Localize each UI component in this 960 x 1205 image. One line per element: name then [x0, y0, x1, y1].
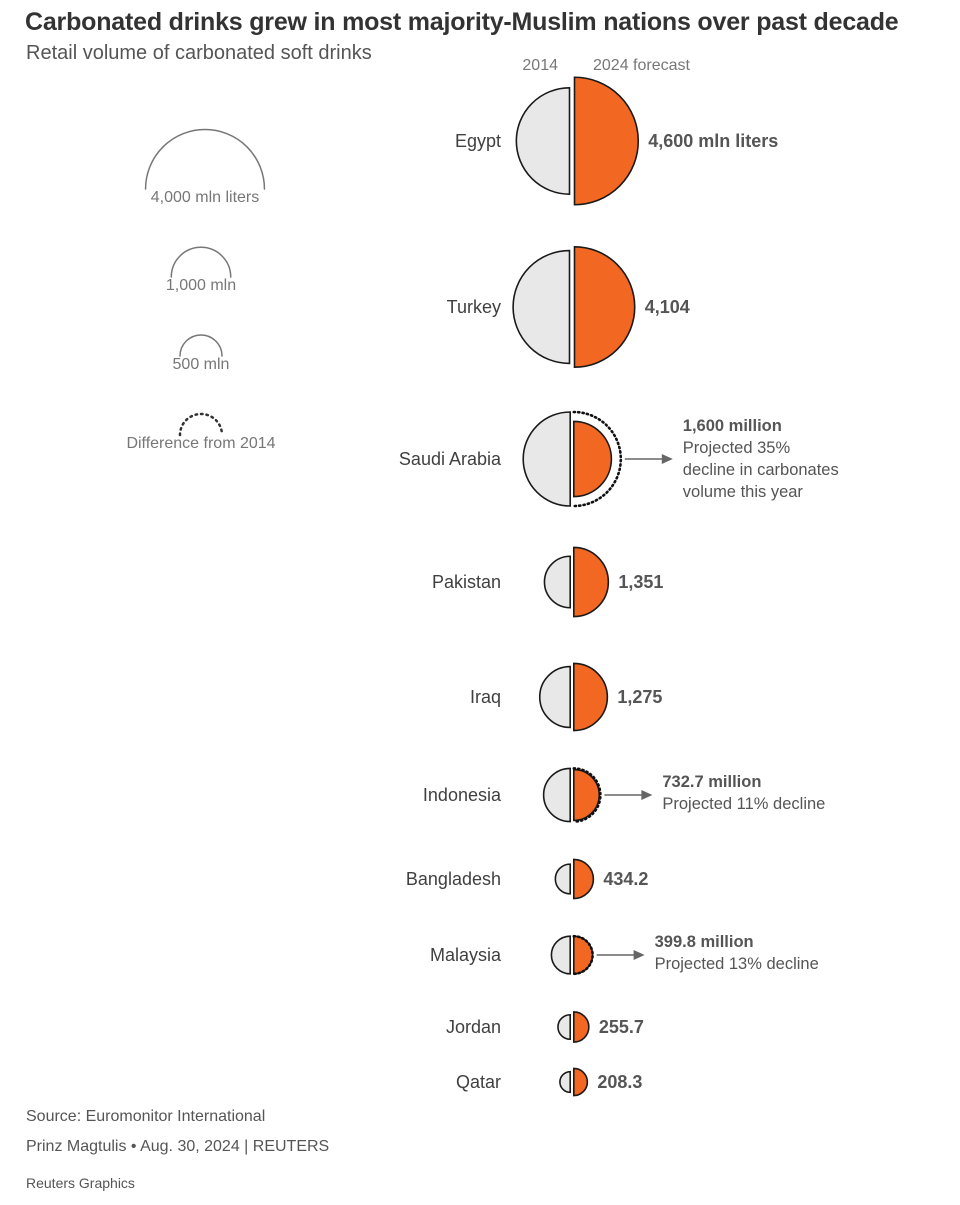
value-label: 434.2 [603, 869, 649, 889]
chart-row [455, 77, 778, 205]
bar-2024-forecast [574, 663, 608, 730]
chart-row [456, 1068, 642, 1095]
legend-arc [171, 247, 230, 277]
value-label: 399.8 million [654, 933, 754, 951]
legend-arc [180, 414, 222, 435]
brand-credit: Reuters Graphics [26, 1175, 135, 1191]
chart-row [423, 768, 825, 821]
annotation-text: volume this year [682, 483, 803, 501]
annotation-arrow-head [641, 790, 652, 800]
chart-row [432, 547, 663, 616]
bar-2014 [558, 1015, 570, 1040]
source-note: Source: Euromonitor International [26, 1108, 266, 1125]
bar-2024-forecast [574, 770, 599, 821]
bar-2014 [523, 412, 570, 506]
chart-rows [399, 77, 839, 1095]
country-label: Indonesia [422, 785, 501, 805]
legend-arc [146, 130, 265, 189]
value-label: 732.7 million [662, 773, 762, 791]
bar-2014 [544, 768, 571, 821]
legend [126, 130, 275, 452]
annotation-arrow-head [662, 454, 673, 464]
chart-row [406, 859, 649, 898]
value-label: 1,600 million [682, 417, 782, 435]
series-header [522, 57, 690, 74]
legend-label: 500 mln [172, 356, 230, 373]
country-label: Saudi Arabia [398, 449, 501, 469]
chart-row [470, 663, 662, 730]
bar-2024-forecast [574, 547, 609, 616]
series-label-2014: 2014 [522, 57, 558, 74]
value-label: 1,351 [618, 572, 664, 592]
legend-arc [180, 335, 222, 356]
bar-2024-forecast [574, 936, 593, 974]
bar-2014 [555, 864, 570, 894]
value-label: 1,275 [617, 687, 663, 707]
country-label: Qatar [455, 1072, 501, 1092]
legend-label: 4,000 mln liters [150, 189, 260, 206]
annotation-text: Projected 35% [682, 439, 791, 457]
country-label: Jordan [445, 1017, 501, 1037]
bar-2014 [551, 936, 570, 974]
chart-subtitle: Retail volume of carbonated soft drinks [26, 42, 372, 64]
bar-2024-forecast [574, 421, 612, 496]
bar-2024-forecast [574, 859, 594, 898]
value-label: 255.7 [598, 1017, 644, 1037]
value-label: 208.3 [597, 1072, 643, 1092]
bar-2014 [540, 667, 570, 728]
byline: Prinz Magtulis • Aug. 30, 2024 | REUTERS [26, 1138, 330, 1155]
bar-2014 [516, 88, 569, 194]
country-label: Pakistan [431, 572, 501, 592]
legend-label: 1,000 mln [165, 277, 237, 294]
chart-row [399, 412, 839, 506]
legend-label: Difference from 2014 [126, 435, 276, 452]
annotation-arrow-head [634, 950, 645, 960]
value-label: 4,600 mln liters [648, 131, 779, 151]
country-label: Bangladesh [405, 869, 501, 889]
series-label-forecast: 2024 forecast [593, 57, 690, 74]
bar-2014 [513, 251, 569, 364]
chart-row [447, 247, 690, 367]
bar-2024-forecast [574, 1068, 588, 1095]
annotation-text: decline in carbonates [682, 461, 839, 479]
bar-2014 [544, 556, 570, 607]
country-label: Egypt [454, 131, 501, 151]
country-label: Malaysia [429, 945, 501, 965]
chart-title: Carbonated drinks grew in most majority-Muslim nations over past decade [25, 8, 899, 36]
bar-2024-forecast [575, 247, 635, 367]
country-label: Turkey [446, 297, 501, 317]
chart-row [430, 933, 819, 974]
bar-2024-forecast [575, 77, 639, 205]
country-label: Iraq [469, 687, 501, 707]
annotation-text: Projected 11% decline [662, 795, 826, 813]
bar-2024-forecast [574, 1012, 589, 1042]
value-label: 4,104 [644, 297, 690, 317]
chart-row [446, 1012, 644, 1042]
bar-2014 [560, 1072, 570, 1093]
annotation-text: Projected 13% decline [654, 955, 819, 973]
